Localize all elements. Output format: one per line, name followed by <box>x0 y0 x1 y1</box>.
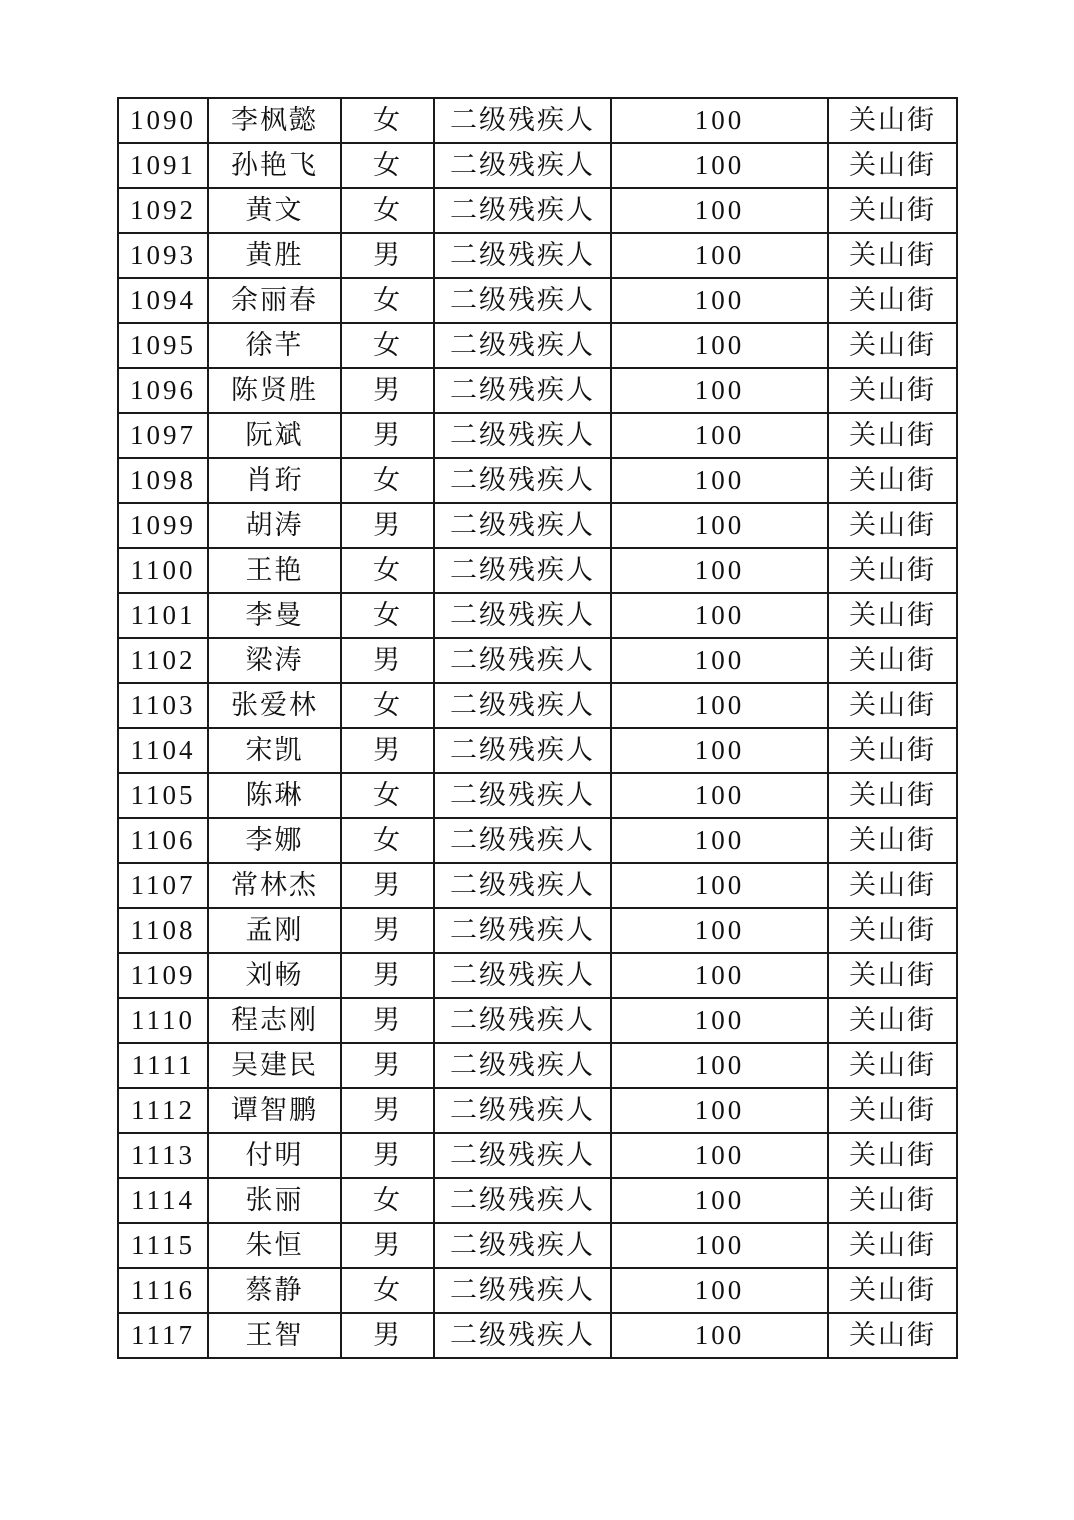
cell-gender: 女 <box>341 548 434 593</box>
cell-number: 1100 <box>118 548 208 593</box>
cell-gender: 男 <box>341 368 434 413</box>
cell-number: 1111 <box>118 1043 208 1088</box>
cell-amount: 100 <box>611 98 828 143</box>
cell-gender: 男 <box>341 1133 434 1178</box>
cell-name: 胡涛 <box>208 503 341 548</box>
cell-disability-level: 二级残疾人 <box>434 368 611 413</box>
cell-gender: 女 <box>341 323 434 368</box>
cell-disability-level: 二级残疾人 <box>434 728 611 773</box>
cell-name: 孙艳飞 <box>208 143 341 188</box>
cell-disability-level: 二级残疾人 <box>434 503 611 548</box>
cell-name: 谭智鹏 <box>208 1088 341 1133</box>
cell-street: 关山街 <box>828 773 957 818</box>
cell-disability-level: 二级残疾人 <box>434 773 611 818</box>
cell-gender: 男 <box>341 233 434 278</box>
cell-number: 1107 <box>118 863 208 908</box>
cell-gender: 女 <box>341 773 434 818</box>
table-row <box>118 953 957 998</box>
cell-street: 关山街 <box>828 1088 957 1133</box>
table-row <box>118 773 957 818</box>
cell-amount: 100 <box>611 593 828 638</box>
cell-name: 蔡静 <box>208 1268 341 1313</box>
cell-disability-level: 二级残疾人 <box>434 818 611 863</box>
table-row <box>118 1223 957 1268</box>
cell-name: 王智 <box>208 1313 341 1358</box>
cell-disability-level: 二级残疾人 <box>434 998 611 1043</box>
cell-name: 李曼 <box>208 593 341 638</box>
cell-street: 关山街 <box>828 503 957 548</box>
table-row <box>118 188 957 233</box>
cell-amount: 100 <box>611 683 828 728</box>
cell-street: 关山街 <box>828 1268 957 1313</box>
cell-number: 1114 <box>118 1178 208 1223</box>
cell-amount: 100 <box>611 953 828 998</box>
cell-gender: 男 <box>341 1223 434 1268</box>
table-row <box>118 1133 957 1178</box>
cell-disability-level: 二级残疾人 <box>434 638 611 683</box>
table-row <box>118 143 957 188</box>
cell-name: 孟刚 <box>208 908 341 953</box>
cell-street: 关山街 <box>828 323 957 368</box>
cell-street: 关山街 <box>828 953 957 998</box>
table-row <box>118 323 957 368</box>
cell-name: 朱恒 <box>208 1223 341 1268</box>
cell-disability-level: 二级残疾人 <box>434 458 611 503</box>
cell-amount: 100 <box>611 1313 828 1358</box>
cell-disability-level: 二级残疾人 <box>434 1133 611 1178</box>
table-row <box>118 458 957 503</box>
cell-gender: 女 <box>341 683 434 728</box>
cell-amount: 100 <box>611 368 828 413</box>
cell-disability-level: 二级残疾人 <box>434 98 611 143</box>
cell-amount: 100 <box>611 143 828 188</box>
cell-disability-level: 二级残疾人 <box>434 323 611 368</box>
cell-street: 关山街 <box>828 1223 957 1268</box>
cell-amount: 100 <box>611 233 828 278</box>
cell-amount: 100 <box>611 863 828 908</box>
cell-street: 关山街 <box>828 98 957 143</box>
cell-disability-level: 二级残疾人 <box>434 413 611 458</box>
cell-street: 关山街 <box>828 368 957 413</box>
cell-number: 1109 <box>118 953 208 998</box>
cell-name: 张爱林 <box>208 683 341 728</box>
cell-name: 黄胜 <box>208 233 341 278</box>
cell-gender: 男 <box>341 998 434 1043</box>
cell-number: 1117 <box>118 1313 208 1358</box>
cell-name: 肖珩 <box>208 458 341 503</box>
cell-number: 1090 <box>118 98 208 143</box>
cell-street: 关山街 <box>828 1133 957 1178</box>
cell-disability-level: 二级残疾人 <box>434 593 611 638</box>
cell-street: 关山街 <box>828 683 957 728</box>
cell-name: 宋凯 <box>208 728 341 773</box>
table-row <box>118 908 957 953</box>
cell-amount: 100 <box>611 1178 828 1223</box>
cell-number: 1099 <box>118 503 208 548</box>
roster-body <box>118 98 957 1358</box>
cell-gender: 男 <box>341 503 434 548</box>
table-row <box>118 998 957 1043</box>
cell-amount: 100 <box>611 548 828 593</box>
cell-number: 1091 <box>118 143 208 188</box>
cell-disability-level: 二级残疾人 <box>434 548 611 593</box>
cell-gender: 男 <box>341 413 434 458</box>
cell-gender: 男 <box>341 953 434 998</box>
cell-street: 关山街 <box>828 728 957 773</box>
table-row <box>118 728 957 773</box>
cell-amount: 100 <box>611 773 828 818</box>
cell-gender: 男 <box>341 908 434 953</box>
cell-disability-level: 二级残疾人 <box>434 908 611 953</box>
table-row <box>118 413 957 458</box>
cell-disability-level: 二级残疾人 <box>434 1043 611 1088</box>
cell-disability-level: 二级残疾人 <box>434 1223 611 1268</box>
cell-amount: 100 <box>611 1133 828 1178</box>
cell-name: 黄文 <box>208 188 341 233</box>
cell-number: 1096 <box>118 368 208 413</box>
cell-disability-level: 二级残疾人 <box>434 143 611 188</box>
cell-disability-level: 二级残疾人 <box>434 278 611 323</box>
cell-street: 关山街 <box>828 143 957 188</box>
cell-name: 王艳 <box>208 548 341 593</box>
cell-amount: 100 <box>611 323 828 368</box>
table-row <box>118 818 957 863</box>
cell-amount: 100 <box>611 1043 828 1088</box>
cell-number: 1098 <box>118 458 208 503</box>
cell-amount: 100 <box>611 818 828 863</box>
cell-street: 关山街 <box>828 548 957 593</box>
cell-disability-level: 二级残疾人 <box>434 1088 611 1133</box>
cell-gender: 男 <box>341 1043 434 1088</box>
cell-name: 李枫懿 <box>208 98 341 143</box>
cell-number: 1103 <box>118 683 208 728</box>
cell-name: 徐芊 <box>208 323 341 368</box>
table-row <box>118 503 957 548</box>
cell-number: 1092 <box>118 188 208 233</box>
cell-street: 关山街 <box>828 638 957 683</box>
cell-amount: 100 <box>611 413 828 458</box>
roster-table <box>117 97 958 1359</box>
cell-street: 关山街 <box>828 593 957 638</box>
cell-gender: 男 <box>341 863 434 908</box>
cell-gender: 女 <box>341 143 434 188</box>
cell-amount: 100 <box>611 1223 828 1268</box>
cell-number: 1094 <box>118 278 208 323</box>
cell-street: 关山街 <box>828 413 957 458</box>
cell-name: 余丽春 <box>208 278 341 323</box>
cell-amount: 100 <box>611 458 828 503</box>
table-row <box>118 1043 957 1088</box>
cell-street: 关山街 <box>828 278 957 323</box>
table-row <box>118 1088 957 1133</box>
cell-street: 关山街 <box>828 188 957 233</box>
cell-gender: 女 <box>341 278 434 323</box>
cell-name: 陈贤胜 <box>208 368 341 413</box>
cell-street: 关山街 <box>828 998 957 1043</box>
cell-amount: 100 <box>611 638 828 683</box>
table-row <box>118 233 957 278</box>
cell-gender: 女 <box>341 1178 434 1223</box>
cell-number: 1116 <box>118 1268 208 1313</box>
cell-name: 阮斌 <box>208 413 341 458</box>
cell-number: 1115 <box>118 1223 208 1268</box>
table-row <box>118 98 957 143</box>
cell-gender: 男 <box>341 638 434 683</box>
cell-gender: 女 <box>341 818 434 863</box>
cell-gender: 男 <box>341 1313 434 1358</box>
cell-number: 1093 <box>118 233 208 278</box>
cell-amount: 100 <box>611 278 828 323</box>
table-row <box>118 683 957 728</box>
table-row <box>118 1313 957 1358</box>
cell-number: 1095 <box>118 323 208 368</box>
cell-disability-level: 二级残疾人 <box>434 683 611 728</box>
table-row <box>118 548 957 593</box>
cell-name: 常林杰 <box>208 863 341 908</box>
cell-name: 吴建民 <box>208 1043 341 1088</box>
cell-amount: 100 <box>611 1268 828 1313</box>
cell-gender: 女 <box>341 1268 434 1313</box>
cell-gender: 女 <box>341 458 434 503</box>
cell-number: 1110 <box>118 998 208 1043</box>
cell-disability-level: 二级残疾人 <box>434 1313 611 1358</box>
cell-number: 1108 <box>118 908 208 953</box>
cell-disability-level: 二级残疾人 <box>434 233 611 278</box>
cell-number: 1113 <box>118 1133 208 1178</box>
table-row <box>118 1268 957 1313</box>
cell-number: 1104 <box>118 728 208 773</box>
cell-name: 付明 <box>208 1133 341 1178</box>
cell-amount: 100 <box>611 728 828 773</box>
cell-street: 关山街 <box>828 818 957 863</box>
cell-disability-level: 二级残疾人 <box>434 863 611 908</box>
cell-street: 关山街 <box>828 1178 957 1223</box>
cell-name: 张丽 <box>208 1178 341 1223</box>
cell-disability-level: 二级残疾人 <box>434 953 611 998</box>
cell-number: 1106 <box>118 818 208 863</box>
cell-number: 1097 <box>118 413 208 458</box>
cell-amount: 100 <box>611 188 828 233</box>
cell-street: 关山街 <box>828 233 957 278</box>
cell-name: 刘畅 <box>208 953 341 998</box>
cell-name: 程志刚 <box>208 998 341 1043</box>
table-row <box>118 638 957 683</box>
cell-disability-level: 二级残疾人 <box>434 1268 611 1313</box>
table-row <box>118 278 957 323</box>
cell-number: 1101 <box>118 593 208 638</box>
cell-gender: 女 <box>341 188 434 233</box>
cell-name: 梁涛 <box>208 638 341 683</box>
table-row <box>118 593 957 638</box>
cell-gender: 女 <box>341 593 434 638</box>
table-row <box>118 1178 957 1223</box>
cell-number: 1102 <box>118 638 208 683</box>
table-row <box>118 863 957 908</box>
cell-street: 关山街 <box>828 908 957 953</box>
cell-amount: 100 <box>611 998 828 1043</box>
cell-gender: 女 <box>341 98 434 143</box>
cell-number: 1112 <box>118 1088 208 1133</box>
cell-amount: 100 <box>611 1088 828 1133</box>
cell-amount: 100 <box>611 908 828 953</box>
cell-disability-level: 二级残疾人 <box>434 1178 611 1223</box>
cell-number: 1105 <box>118 773 208 818</box>
cell-street: 关山街 <box>828 1043 957 1088</box>
cell-gender: 男 <box>341 728 434 773</box>
cell-disability-level: 二级残疾人 <box>434 188 611 233</box>
cell-gender: 男 <box>341 1088 434 1133</box>
cell-street: 关山街 <box>828 458 957 503</box>
cell-street: 关山街 <box>828 863 957 908</box>
cell-name: 陈琳 <box>208 773 341 818</box>
cell-street: 关山街 <box>828 1313 957 1358</box>
cell-amount: 100 <box>611 503 828 548</box>
cell-name: 李娜 <box>208 818 341 863</box>
table-row <box>118 368 957 413</box>
